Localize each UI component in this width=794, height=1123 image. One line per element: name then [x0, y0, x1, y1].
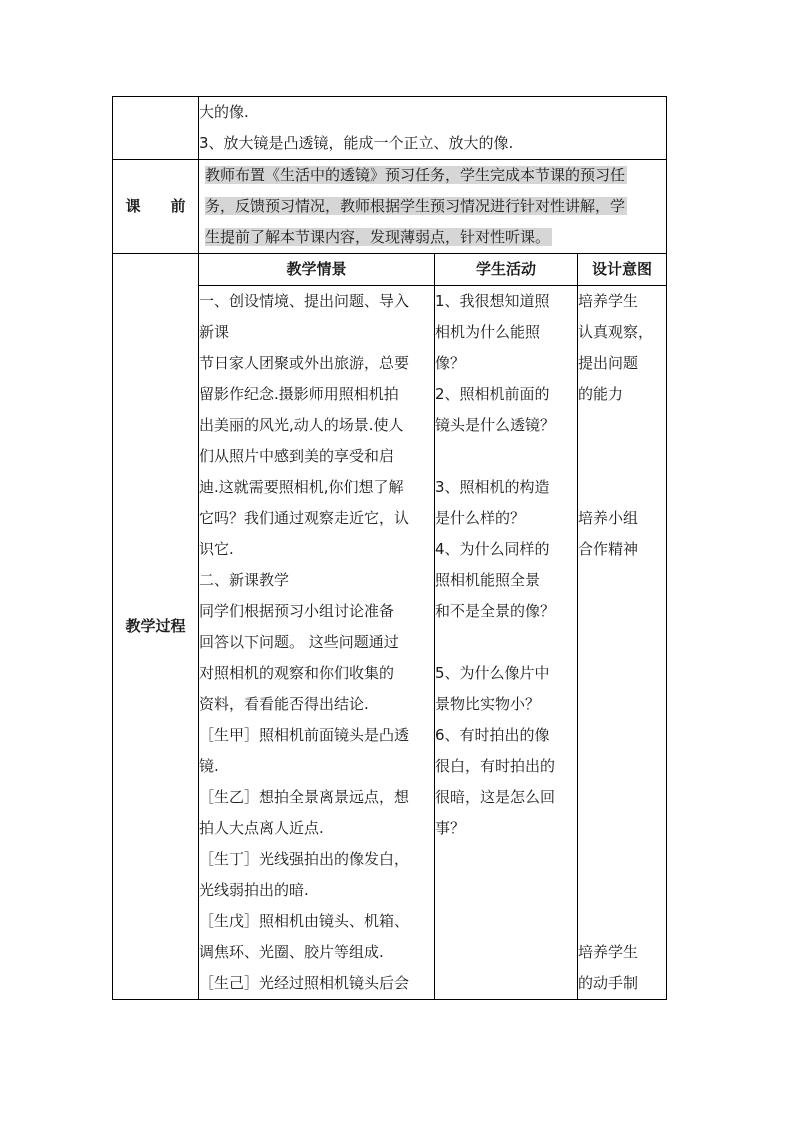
design-intent-cell — [578, 286, 667, 1000]
text-line: 照相机能照全景 — [435, 571, 541, 589]
text-line: 二、新课教学 — [199, 571, 290, 589]
text-line: 培养小组 — [578, 509, 639, 527]
header-student-activity: 学生活动 — [435, 254, 578, 286]
text-line — [578, 627, 666, 658]
text-line: 留影作纪念.摄影师用照相机拍 — [199, 385, 399, 403]
text-line: 相机为什么能照 — [435, 323, 541, 341]
text-line: ［生丁］光线强拍出的像发白， — [199, 850, 410, 868]
text-line: 很白，有时拍出的 — [435, 757, 556, 775]
text-line: 大的像. — [199, 103, 249, 121]
text-line — [578, 751, 666, 782]
student-activity-cell — [435, 286, 578, 1000]
text-line — [578, 906, 666, 937]
continuation-row — [113, 97, 667, 160]
text-line: ［生乙］想拍全景离景远点，想 — [199, 788, 410, 806]
text-line: 事？ — [435, 819, 466, 837]
text-line: 调焦环、光圈、胶片等组成. — [199, 943, 384, 961]
text-line — [578, 720, 666, 751]
text-line: 资料，看看能否得出结论. — [199, 695, 369, 713]
pre-class-text-cell — [199, 160, 667, 254]
text-line: 识它. — [199, 540, 234, 558]
text-line — [578, 689, 666, 720]
process-header-row — [113, 254, 667, 286]
highlighted-line: 生提前了解本节课内容，发现薄弱点，针对性听课。 — [205, 228, 551, 246]
text-line: ［生甲］照相机前面镜头是凸透 — [199, 726, 410, 744]
text-line: 6、有时拍出的像 — [435, 726, 550, 744]
text-line: 5、为什么像片中 — [435, 664, 550, 682]
text-line: ［生己］光经过照相机镜头后会 — [199, 974, 410, 992]
text-line: ［生戊］照相机由镜头、机箱、 — [199, 912, 410, 930]
text-line: 的动手制 — [578, 974, 639, 992]
header-design-intent: 设计意图 — [578, 254, 667, 286]
text-line: 提出问题 — [578, 354, 639, 372]
header-teaching-scenario: 教学情景 — [199, 254, 435, 286]
text-line: 镜. — [199, 757, 219, 775]
continuation-text-cell — [199, 97, 667, 160]
text-line — [578, 472, 666, 503]
text-line — [578, 782, 666, 813]
text-line: 回答以下问题。 这些问题通过 — [199, 633, 399, 651]
text-line: 对照相机的观察和你们收集的 — [199, 664, 395, 682]
continuation-label-cell — [113, 97, 199, 160]
text-line: 出美丽的风光,动人的场景.使人 — [199, 416, 404, 434]
text-line: 节日家人团聚或外出旅游，总要 — [199, 354, 410, 372]
text-line: 3、放大镜是凸透镜，能成一个正立、放大的像. — [199, 134, 514, 152]
text-line: 它吗？我们通过观察走近它，认 — [199, 509, 410, 527]
text-line: 拍人大点离人近点. — [199, 819, 324, 837]
text-line — [578, 844, 666, 875]
text-line: 是什么样的？ — [435, 509, 526, 527]
highlighted-line: 教师布置《生活中的透镜》预习任务，学生完成本节课的预习任 — [205, 166, 626, 184]
teaching-process-label: 教学过程 — [113, 254, 199, 1000]
text-line: 培养学生 — [578, 292, 639, 310]
text-line: 合作精神 — [578, 540, 639, 558]
text-line — [578, 565, 666, 596]
text-line: 迪.这就需要照相机,你们想了解 — [199, 478, 404, 496]
text-line: 的能力 — [578, 385, 624, 403]
text-line: 4、为什么同样的 — [435, 540, 550, 558]
text-line: 一、创设情境、提出问题、导入 — [199, 292, 410, 310]
text-line: 像？ — [435, 354, 466, 372]
text-line: 和不是全景的像？ — [435, 602, 556, 620]
highlighted-line: 务，反馈预习情况，教师根据学生预习情况进行针对性讲解，学 — [205, 197, 626, 215]
text-line — [578, 596, 666, 627]
text-line: 新课 — [199, 323, 230, 341]
text-line: 认真观察， — [578, 323, 654, 341]
text-line: 镜头是什么透镜？ — [435, 416, 556, 434]
text-line — [578, 813, 666, 844]
lesson-plan-table — [112, 96, 667, 1000]
text-line — [578, 875, 666, 906]
text-line: 同学们根据预习小组讨论准备 — [199, 602, 395, 620]
text-line — [435, 441, 577, 472]
text-line — [435, 627, 577, 658]
pre-class-label: 课 前 — [113, 160, 199, 254]
pre-class-row — [113, 160, 667, 254]
text-line: 景物比实物小？ — [435, 695, 541, 713]
text-line: 1、我很想知道照 — [435, 292, 550, 310]
text-line: 光线弱拍出的暗. — [199, 881, 309, 899]
teaching-scenario-cell — [199, 286, 435, 1000]
text-line: 们从照片中感到美的享受和启 — [199, 447, 395, 465]
text-line — [578, 410, 666, 441]
text-line: 3、照相机的构造 — [435, 478, 550, 496]
text-line: 培养学生 — [578, 943, 639, 961]
text-line — [578, 658, 666, 689]
text-line: 很暗，这是怎么回 — [435, 788, 556, 806]
text-line — [578, 441, 666, 472]
text-line: 2、照相机前面的 — [435, 385, 550, 403]
